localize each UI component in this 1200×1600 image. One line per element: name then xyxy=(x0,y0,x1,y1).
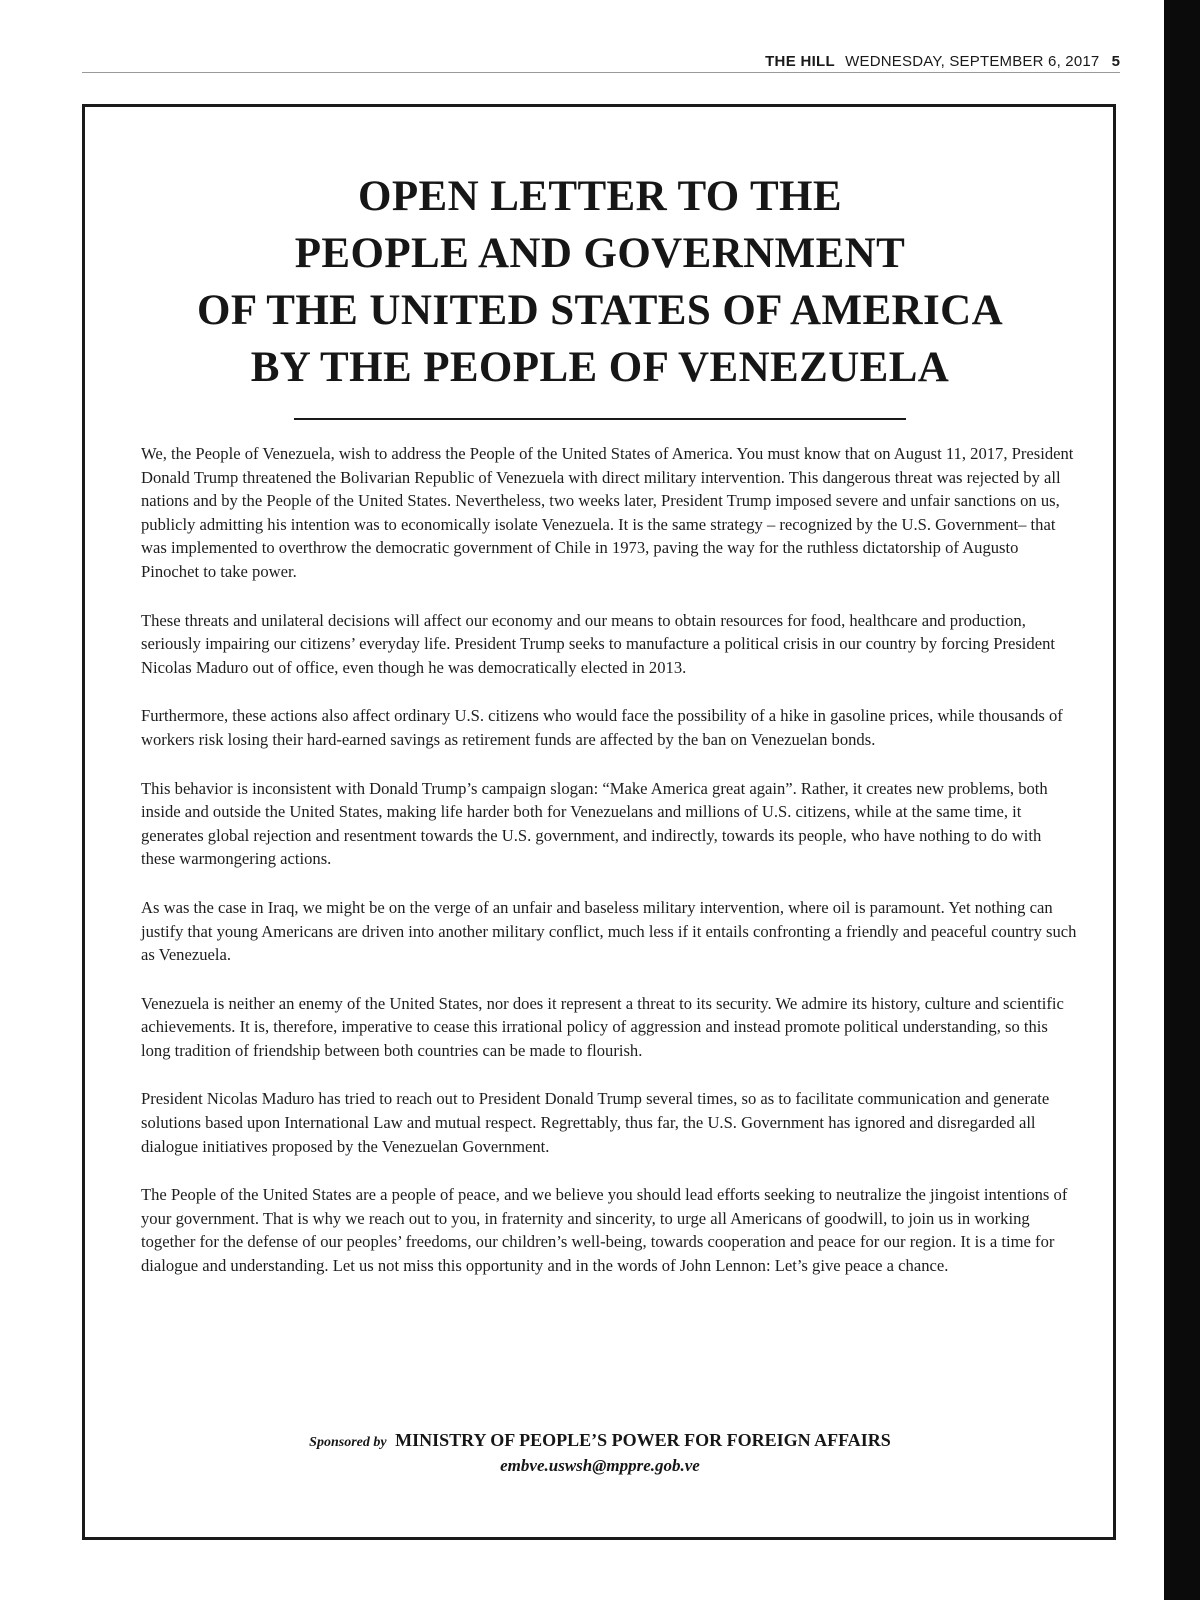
sponsor-block xyxy=(110,1428,1090,1477)
headline-line: OF THE UNITED STATES OF AMERICA xyxy=(196,287,1004,334)
letter-body xyxy=(141,442,1079,1303)
letter-paragraph: These threats and unilateral decisions will affect our economy and our means to obtain resources for food, healthcare and production, seriously impairing our citizens’ everyday life. President Trump seeks to manufacture a political crisis in our country by forcing President Nicolas Maduro out of office, even though he was democratically elected in 2013. xyxy=(141,610,1055,677)
letter-headline xyxy=(110,168,1090,396)
letter-paragraph: Venezuela is neither an enemy of the United States, nor does it represent a threat to its security. We admire its history, culture and scientific achievements. It is, therefore, imperative to cease this irrational policy of aggression and instead promote political understanding, so this long tradition of friendship between both countries can be made to flourish. xyxy=(141,993,1064,1060)
letter-paragraph: As was the case in Iraq, we might be on the verge of an unfair and baseless military intervention, where oil is paramount. Yet nothing can justify that young Americans are driven into another military conflict, much less if it entails confronting a friendly and peaceful country such as Venezuela. xyxy=(141,897,1077,965)
letter-paragraph: The People of the United States are a people of peace, and we believe you should lead efforts seeking to neutralize the jingoist intentions of your government. That is why we reach out to you, in fraternity and sincerity, to urge all Americans of goodwill, to join us in working together for the defense of our peoples’ freedoms, our children’s well-being, towards cooperation and peace for our region. It is a time for dialogue and understanding. Let us not miss this opportunity and in the words of John Lennon: Let’s give peace a chance. xyxy=(141,1185,1068,1276)
headline-divider xyxy=(294,418,906,420)
headline-line: BY THE PEOPLE OF VENEZUELA xyxy=(250,344,950,391)
letter-paragraph: Furthermore, these actions also affect ordinary U.S. citizens who would face the possibility of a hike in gasoline prices, while thousands of workers risk losing their hard-earned savings as retirement funds are affected by the ban on Venezuelan bonds. xyxy=(141,706,1063,749)
sponsor-label: Sponsored by xyxy=(309,1435,387,1450)
letter-paragraph: President Nicolas Maduro has tried to reach out to President Donald Trump several times, so as to facilitate communication and generate solutions based upon International Law and mutual respect. Regrettably, thus far, the U.S. Government has ignored and disregarded all dialogue initiatives proposed by the Venezuelan Government. xyxy=(141,1089,1050,1156)
sponsor-email: embve.uswsh@mppre.gob.ve xyxy=(500,1456,700,1475)
sponsor-line xyxy=(110,1428,1090,1455)
letter-paragraph: This behavior is inconsistent with Donald Trump’s campaign slogan: “Make America great again”. Rather, it creates new problems, both inside and outside the United States, making life harder both for Venezuelans and millions of U.S. citizens, while at the same time, it generates global rejection and resentment towards the U.S. government, and indirectly, towards its people, who have nothing to do with these warmongering actions. xyxy=(141,778,1048,869)
headline-line: PEOPLE AND GOVERNMENT xyxy=(294,230,906,277)
masthead-divider xyxy=(82,72,1120,73)
sponsor-name: MINISTRY OF PEOPLE’S POWER FOR FOREIGN AFFAIRS xyxy=(395,1430,891,1450)
headline-line: OPEN LETTER TO THE xyxy=(358,173,842,220)
page-edge-strip xyxy=(1164,0,1200,1600)
page-number: 5 xyxy=(1111,53,1120,70)
newspaper-name: THE HILL xyxy=(765,53,835,70)
newspaper-masthead xyxy=(82,50,1120,74)
issue-date: WEDNESDAY, SEPTEMBER 6, 2017 xyxy=(845,53,1100,70)
letter-paragraph: We, the People of Venezuela, wish to address the People of the United States of America. You must know that on August 11, 2017, President Donald Trump threatened the Bolivarian Republic of Venezuela with direct military intervention. This dangerous threat was rejected by all nations and by the People of the United States. Nevertheless, two weeks later, President Trump imposed severe and unfair sanctions on us, publicly admitting his intention was to economically isolate Venezuela. It is the same strategy – recognized by the U.S. Government– that was implemented to overthrow the democratic government of Chile in 1973, paving the way for the ruthless dictatorship of Augusto Pinochet to take power. xyxy=(141,444,1074,581)
